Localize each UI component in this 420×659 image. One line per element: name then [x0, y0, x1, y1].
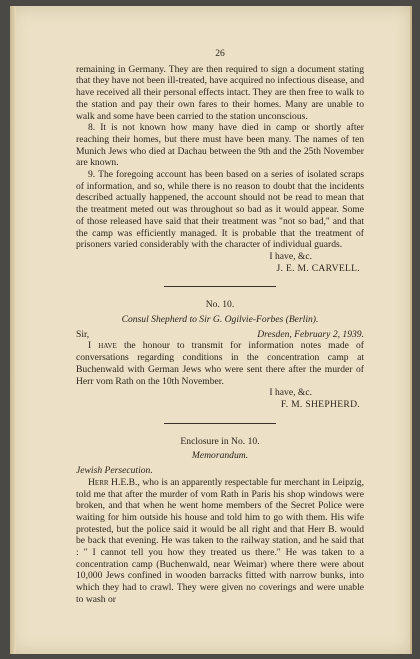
salutation: Sir,	[76, 328, 90, 340]
letter-body-paragraph	[76, 340, 364, 387]
section-divider	[164, 286, 276, 287]
page-spine	[10, 6, 16, 654]
signature-1: J. E. M. CARVELL.	[276, 262, 360, 274]
section-title: Jewish Persecution.	[76, 465, 153, 477]
memorandum-title: Memorandum.	[191, 450, 249, 462]
page-number: 26	[215, 48, 225, 59]
closing-2: I have, &c.	[269, 387, 312, 399]
paragraph-9: 9. The foregoing account has been based on a series of isolated scraps of information, and so, while there is no reason to doubt that the incidents described actually happened, the account should not be read to mean that the treatment meted out was throughout so bad as it would appear. Some of those released have said that their treatment was "not so bad," and that the camp was efficiently managed. It is probable that the treatment of prisoners varied considerably with the character of individual guards.	[76, 169, 364, 251]
closing-1: I have, &c.	[269, 250, 312, 262]
paragraph-continued: remaining in Germany. They are then required to sign a document stating that they have not been ill-treated, have acquired no infectious disease, and have received all their personal effects intact. They are then free to walk to the station and pay their own fares to their homes. Many are unable to walk and some have been carried to the station unconscious.	[76, 63, 364, 122]
document-number: No. 10.	[205, 299, 235, 311]
letter-first-word: I have	[88, 340, 117, 352]
page-content	[76, 48, 364, 606]
memo-first-word: Herr	[88, 476, 109, 488]
document-heading: Consul Shepherd to Sir G. Ogilvie-Forbes (Berlin).	[121, 314, 319, 326]
enclosure-title: Enclosure in No. 10.	[180, 435, 260, 447]
paragraph-8: 8. It is not known how many have died in camp or shortly after reaching their homes, but there must have been many. The names of ten Munich Jews who died at Dachau between the 9th and the 25th November are known.	[76, 122, 364, 169]
date-line: Dresden, February 2, 1939.	[257, 328, 364, 340]
section-divider-2	[164, 423, 276, 424]
salutation-row	[76, 329, 364, 341]
memo-body: H.E.B., who is an apparently respectable fur merchant in Leipzig, told me that after the murder of vom Rath in Paris his shop windows were broken, and that when he went home members of the Secret Police were waiting for him outside his house and told him to go with them. His wife protested, but the police said it would be all right and that Herr B. would be back that evening. He was taken to the railway station, and he said that : " I cannot tell you how they treated us there." He was taken to a concentration camp (Buchenwald, near Weimar) where there were about 10,000 Jews confined in wooden barracks fitted with narrow bunks, into which they had to crawl. They were given no coverings and were unable to wash or	[76, 476, 364, 605]
memorandum-paragraph	[76, 477, 364, 606]
letter-body: the honour to transmit for information notes made of conversations regarding conditions in the concentration camp at Buchenwald with German Jews who were sent there after the murder of Herr vom Rath on the 10th November.	[76, 340, 365, 387]
page-edge	[410, 6, 412, 654]
signature-2: F. M. SHEPHERD.	[280, 398, 360, 410]
